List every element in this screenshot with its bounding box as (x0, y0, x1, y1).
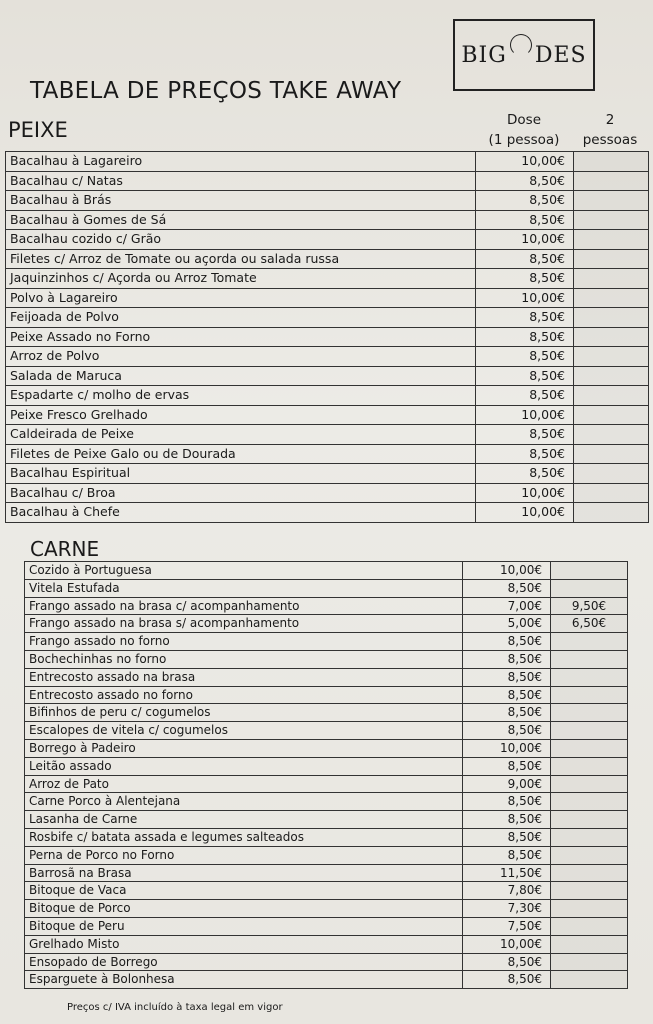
item-price-dose: 8,50€ (463, 811, 551, 829)
table-row (6, 347, 649, 367)
item-name: Bacalhau cozido c/ Grão (6, 230, 476, 250)
table-row (6, 483, 649, 503)
logo-text-left: BIG (461, 42, 507, 68)
column-header-dose-line2: (1 pessoa) (488, 132, 560, 148)
page-title: TABELA DE PREÇOS TAKE AWAY (30, 78, 402, 104)
item-price-two (551, 935, 628, 953)
item-name: Bacalhau c/ Natas (6, 171, 476, 191)
item-price-dose: 10,00€ (476, 288, 574, 308)
item-name: Feijoada de Polvo (6, 308, 476, 328)
table-row (25, 882, 628, 900)
item-name: Bacalhau à Brás (6, 191, 476, 211)
column-header-two-line2: pessoas (582, 132, 638, 148)
item-price-two (574, 464, 649, 484)
item-price-dose: 8,50€ (476, 366, 574, 386)
item-name: Bacalhau à Chefe (6, 503, 476, 523)
item-price-two (551, 953, 628, 971)
table-row (6, 386, 649, 406)
logo-circle-icon (510, 34, 532, 56)
item-name: Bifinhos de peru c/ cogumelos (25, 704, 463, 722)
item-name: Perna de Porco no Forno (25, 846, 463, 864)
item-price-two (574, 366, 649, 386)
item-name: Arroz de Polvo (6, 347, 476, 367)
item-name: Ensopado de Borrego (25, 953, 463, 971)
item-price-two (551, 793, 628, 811)
item-name: Frango assado na brasa c/ acompanhamento (25, 597, 463, 615)
item-price-two (551, 828, 628, 846)
table-row (25, 739, 628, 757)
table-row (6, 464, 649, 484)
table-row (25, 757, 628, 775)
item-price-two (574, 444, 649, 464)
item-price-two (574, 347, 649, 367)
item-name: Lasanha de Carne (25, 811, 463, 829)
item-price-dose: 8,50€ (463, 650, 551, 668)
item-price-dose: 8,50€ (463, 722, 551, 740)
item-price-dose: 8,50€ (463, 971, 551, 989)
item-price-dose: 10,00€ (476, 483, 574, 503)
item-name: Bacalhau Espiritual (6, 464, 476, 484)
item-price-two (574, 483, 649, 503)
item-name: Bitoque de Vaca (25, 882, 463, 900)
table-row (25, 935, 628, 953)
item-name: Bacalhau à Gomes de Sá (6, 210, 476, 230)
item-price-dose: 7,80€ (463, 882, 551, 900)
item-price-two: 9,50€ (551, 597, 628, 615)
section-heading-peixe: PEIXE (8, 118, 68, 142)
item-price-dose: 8,50€ (463, 793, 551, 811)
item-name: Leitão assado (25, 757, 463, 775)
item-price-dose: 7,30€ (463, 900, 551, 918)
item-price-dose: 8,50€ (476, 425, 574, 445)
table-row (6, 269, 649, 289)
item-price-dose: 8,50€ (476, 464, 574, 484)
item-price-dose: 8,50€ (476, 347, 574, 367)
table-row (25, 668, 628, 686)
item-price-two (551, 882, 628, 900)
item-name: Salada de Maruca (6, 366, 476, 386)
table-row (25, 579, 628, 597)
table-row (6, 249, 649, 269)
item-price-two (551, 864, 628, 882)
item-price-two (551, 775, 628, 793)
table-row (25, 562, 628, 580)
item-price-dose: 8,50€ (463, 953, 551, 971)
item-name: Bochechinhas no forno (25, 650, 463, 668)
item-price-two (551, 846, 628, 864)
item-name: Jaquinzinhos c/ Açorda ou Arroz Tomate (6, 269, 476, 289)
item-name: Filetes de Peixe Galo ou de Dourada (6, 444, 476, 464)
table-row (25, 917, 628, 935)
item-price-two (574, 386, 649, 406)
item-price-two (574, 152, 649, 172)
item-price-dose: 8,50€ (463, 757, 551, 775)
item-price-dose: 9,00€ (463, 775, 551, 793)
item-price-two (574, 210, 649, 230)
item-price-two (551, 704, 628, 722)
carne-price-table (24, 561, 628, 989)
item-price-two (551, 650, 628, 668)
item-price-two (551, 686, 628, 704)
item-name: Bitoque de Peru (25, 917, 463, 935)
item-name: Arroz de Pato (25, 775, 463, 793)
item-price-two (551, 722, 628, 740)
item-price-two: 6,50€ (551, 615, 628, 633)
item-price-dose: 5,00€ (463, 615, 551, 633)
item-name: Caldeirada de Peixe (6, 425, 476, 445)
item-price-two (551, 900, 628, 918)
item-price-two (574, 249, 649, 269)
item-price-dose: 10,00€ (476, 152, 574, 172)
table-row (6, 444, 649, 464)
column-header-two-line1: 2 (605, 112, 615, 128)
item-name: Escalopes de vitela c/ cogumelos (25, 722, 463, 740)
table-row (6, 327, 649, 347)
item-name: Borrego à Padeiro (25, 739, 463, 757)
table-row (25, 615, 628, 633)
item-price-dose: 10,00€ (476, 405, 574, 425)
item-price-dose: 8,50€ (463, 686, 551, 704)
item-price-dose: 8,50€ (463, 579, 551, 597)
item-price-two (551, 757, 628, 775)
item-name: Frango assado na brasa s/ acompanhamento (25, 615, 463, 633)
item-price-two (551, 633, 628, 651)
item-name: Filetes c/ Arroz de Tomate ou açorda ou salada russa (6, 249, 476, 269)
item-price-dose: 8,50€ (476, 191, 574, 211)
item-name: Cozido à Portuguesa (25, 562, 463, 580)
item-name: Peixe Assado no Forno (6, 327, 476, 347)
item-name: Polvo à Lagareiro (6, 288, 476, 308)
item-price-two (574, 269, 649, 289)
item-name: Barrosã na Brasa (25, 864, 463, 882)
item-price-dose: 8,50€ (463, 633, 551, 651)
item-price-two (574, 327, 649, 347)
table-row (25, 650, 628, 668)
table-row (25, 900, 628, 918)
table-row (6, 405, 649, 425)
item-price-dose: 10,00€ (463, 562, 551, 580)
table-row (25, 864, 628, 882)
item-name: Entrecosto assado no forno (25, 686, 463, 704)
table-row (6, 366, 649, 386)
item-price-two (574, 405, 649, 425)
table-row (25, 811, 628, 829)
item-price-dose: 8,50€ (476, 444, 574, 464)
section-heading-carne: CARNE (30, 537, 100, 561)
table-row (25, 597, 628, 615)
item-price-two (574, 230, 649, 250)
item-price-two (551, 579, 628, 597)
item-name: Espadarte c/ molho de ervas (6, 386, 476, 406)
logo (453, 19, 595, 91)
table-row (6, 425, 649, 445)
table-row (25, 828, 628, 846)
item-name: Bacalhau c/ Broa (6, 483, 476, 503)
table-row (6, 152, 649, 172)
item-price-dose: 10,00€ (476, 230, 574, 250)
item-price-dose: 8,50€ (463, 668, 551, 686)
table-row (6, 503, 649, 523)
item-price-dose: 10,00€ (476, 503, 574, 523)
column-header-two (580, 110, 640, 150)
item-name: Rosbife c/ batata assada e legumes salteados (25, 828, 463, 846)
item-name: Esparguete à Bolonhesa (25, 971, 463, 989)
item-price-two (551, 739, 628, 757)
item-price-dose: 8,50€ (463, 828, 551, 846)
item-price-dose: 8,50€ (476, 171, 574, 191)
item-name: Frango assado no forno (25, 633, 463, 651)
footer-note: Preços c/ IVA incluído à taxa legal em vigor (67, 1002, 283, 1013)
table-row (25, 722, 628, 740)
item-price-two (574, 425, 649, 445)
item-price-dose: 8,50€ (463, 846, 551, 864)
table-row (6, 230, 649, 250)
item-name: Grelhado Misto (25, 935, 463, 953)
item-price-two (551, 971, 628, 989)
column-header-dose (480, 110, 568, 150)
item-name: Carne Porco à Alentejana (25, 793, 463, 811)
table-row (6, 210, 649, 230)
item-name: Entrecosto assado na brasa (25, 668, 463, 686)
item-price-two (574, 191, 649, 211)
table-row (25, 846, 628, 864)
table-row (6, 171, 649, 191)
item-name: Peixe Fresco Grelhado (6, 405, 476, 425)
item-price-dose: 8,50€ (476, 269, 574, 289)
logo-text-right: DES (534, 42, 587, 68)
item-price-dose: 8,50€ (476, 386, 574, 406)
item-price-dose: 10,00€ (463, 935, 551, 953)
item-name: Vitela Estufada (25, 579, 463, 597)
item-price-two (551, 917, 628, 935)
item-price-dose: 8,50€ (476, 308, 574, 328)
table-row (6, 191, 649, 211)
item-price-dose: 11,50€ (463, 864, 551, 882)
item-price-two (551, 811, 628, 829)
item-price-dose: 8,50€ (463, 704, 551, 722)
item-price-dose: 8,50€ (476, 327, 574, 347)
table-row (25, 704, 628, 722)
table-row (6, 308, 649, 328)
column-header-dose-line1: Dose (507, 112, 541, 128)
item-price-dose: 10,00€ (463, 739, 551, 757)
item-price-two (574, 503, 649, 523)
table-row (25, 953, 628, 971)
item-price-two (574, 288, 649, 308)
table-row (6, 288, 649, 308)
item-price-dose: 8,50€ (476, 249, 574, 269)
table-row (25, 775, 628, 793)
item-name: Bacalhau à Lagareiro (6, 152, 476, 172)
item-price-dose: 7,00€ (463, 597, 551, 615)
peixe-price-table (5, 151, 649, 523)
table-row (25, 633, 628, 651)
table-row (25, 971, 628, 989)
item-price-dose: 7,50€ (463, 917, 551, 935)
item-price-two (574, 308, 649, 328)
table-row (25, 793, 628, 811)
item-price-two (551, 668, 628, 686)
item-price-dose: 8,50€ (476, 210, 574, 230)
item-price-two (574, 171, 649, 191)
item-price-two (551, 562, 628, 580)
table-row (25, 686, 628, 704)
item-name: Bitoque de Porco (25, 900, 463, 918)
